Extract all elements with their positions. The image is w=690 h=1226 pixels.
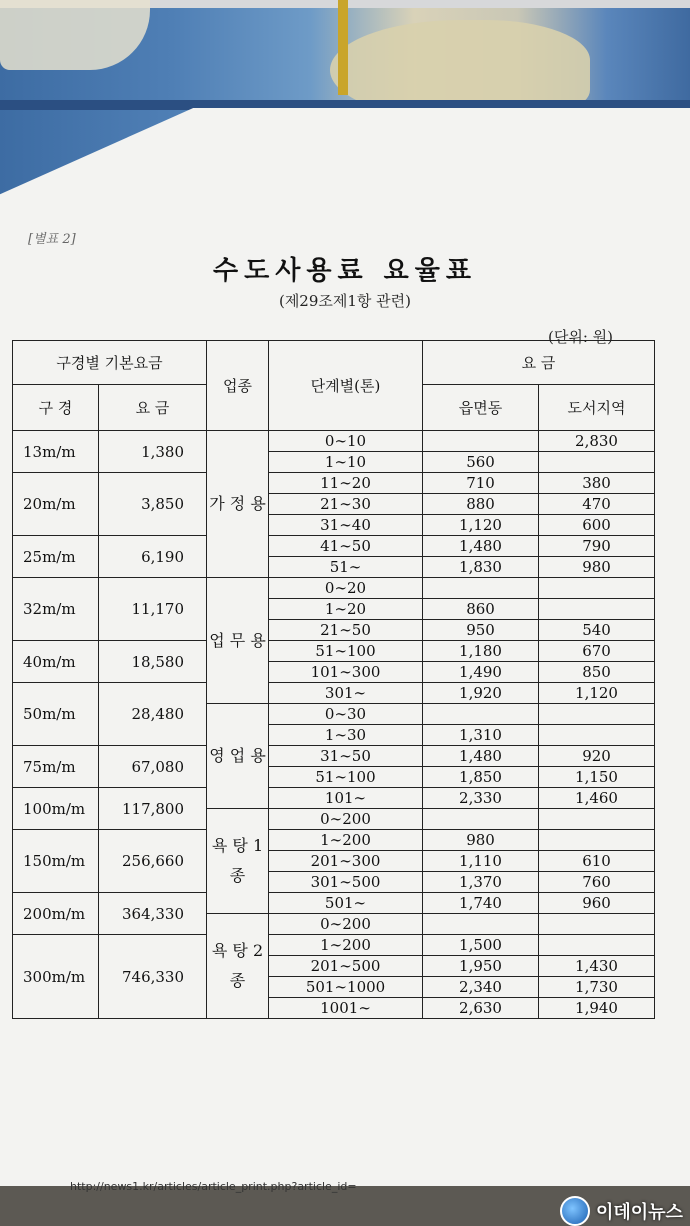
tier-cell: 51∼100 — [269, 641, 423, 662]
island-cell: 470 — [539, 494, 655, 515]
tier-cell: 501∼ — [269, 893, 423, 914]
table-row — [13, 830, 655, 851]
town-cell: 1,110 — [423, 851, 539, 872]
table-row — [13, 578, 655, 599]
town-cell: 1,500 — [423, 935, 539, 956]
fee-header: 요 금 — [99, 385, 207, 431]
yellow-binding-cord — [338, 0, 348, 95]
island-header: 도서지역 — [539, 385, 655, 431]
tier-cell: 31∼40 — [269, 515, 423, 536]
island-cell: 790 — [539, 536, 655, 557]
town-cell: 1,830 — [423, 557, 539, 578]
business-type-cell: 가 정 용 — [207, 431, 269, 578]
tier-cell: 21∼50 — [269, 620, 423, 641]
island-cell — [539, 704, 655, 725]
caliber-cell: 25m/m — [13, 536, 99, 578]
caliber-cell: 50m/m — [13, 683, 99, 746]
town-cell: 880 — [423, 494, 539, 515]
town-cell — [423, 704, 539, 725]
island-cell: 1,940 — [539, 998, 655, 1019]
rate-header: 요 금 — [423, 341, 655, 385]
tier-cell: 1∼200 — [269, 935, 423, 956]
island-cell — [539, 914, 655, 935]
town-header: 읍면동 — [423, 385, 539, 431]
business-type-cell: 영 업 용 — [207, 704, 269, 809]
tier-cell: 21∼30 — [269, 494, 423, 515]
town-cell: 1,740 — [423, 893, 539, 914]
caliber-header: 구 경 — [13, 385, 99, 431]
town-cell: 1,850 — [423, 767, 539, 788]
basic-fee-cell: 6,190 — [99, 536, 207, 578]
town-cell: 950 — [423, 620, 539, 641]
island-cell: 1,730 — [539, 977, 655, 998]
island-cell: 850 — [539, 662, 655, 683]
business-type-cell: 욕 탕 1종 — [207, 809, 269, 914]
caliber-cell: 75m/m — [13, 746, 99, 788]
globe-icon — [560, 1196, 590, 1226]
water-rate-table — [12, 340, 655, 1019]
town-cell: 1,490 — [423, 662, 539, 683]
town-cell — [423, 809, 539, 830]
island-cell: 540 — [539, 620, 655, 641]
tier-cell: 51∼100 — [269, 767, 423, 788]
table-row — [13, 788, 655, 809]
tier-cell: 0∼10 — [269, 431, 423, 452]
caliber-cell: 40m/m — [13, 641, 99, 683]
town-cell: 1,920 — [423, 683, 539, 704]
island-cell: 1,120 — [539, 683, 655, 704]
island-cell: 1,460 — [539, 788, 655, 809]
tier-cell: 1∼20 — [269, 599, 423, 620]
island-cell: 760 — [539, 872, 655, 893]
island-cell: 2,830 — [539, 431, 655, 452]
tier-cell: 101∼300 — [269, 662, 423, 683]
town-cell: 1,950 — [423, 956, 539, 977]
town-cell: 1,480 — [423, 536, 539, 557]
caliber-cell: 300m/m — [13, 935, 99, 1019]
caliber-cell: 150m/m — [13, 830, 99, 893]
tier-cell: 0∼200 — [269, 914, 423, 935]
tier-cell: 1∼200 — [269, 830, 423, 851]
tier-cell: 1∼30 — [269, 725, 423, 746]
basic-fee-cell: 3,850 — [99, 473, 207, 536]
tier-cell: 501∼1000 — [269, 977, 423, 998]
tier-cell: 0∼30 — [269, 704, 423, 725]
town-cell: 1,120 — [423, 515, 539, 536]
unit-label: (단위: 원) — [548, 328, 613, 346]
tier-cell: 301∼ — [269, 683, 423, 704]
island-cell: 980 — [539, 557, 655, 578]
town-cell: 2,330 — [423, 788, 539, 809]
tier-cell: 31∼50 — [269, 746, 423, 767]
island-cell — [539, 935, 655, 956]
town-cell: 1,370 — [423, 872, 539, 893]
island-cell: 1,150 — [539, 767, 655, 788]
basic-fee-cell: 746,330 — [99, 935, 207, 1019]
tier-cell: 301∼500 — [269, 872, 423, 893]
town-cell: 980 — [423, 830, 539, 851]
table-row — [13, 683, 655, 704]
town-cell: 2,630 — [423, 998, 539, 1019]
tier-cell: 0∼200 — [269, 809, 423, 830]
town-cell: 2,340 — [423, 977, 539, 998]
annex-label: [별표 2] — [28, 232, 76, 247]
tier-cell: 101∼ — [269, 788, 423, 809]
caliber-cell: 32m/m — [13, 578, 99, 641]
basic-fee-cell: 1,380 — [99, 431, 207, 473]
tier-cell: 201∼500 — [269, 956, 423, 977]
town-cell: 1,180 — [423, 641, 539, 662]
basic-fee-cell: 18,580 — [99, 641, 207, 683]
watermark-text: 이데이뉴스 — [596, 1202, 683, 1223]
island-cell: 1,430 — [539, 956, 655, 977]
town-cell — [423, 431, 539, 452]
basic-fee-header: 구경별 기본요금 — [13, 341, 207, 385]
caliber-cell: 200m/m — [13, 893, 99, 935]
tier-cell: 51∼ — [269, 557, 423, 578]
town-cell: 560 — [423, 452, 539, 473]
table-row — [13, 641, 655, 662]
tier-cell: 41∼50 — [269, 536, 423, 557]
basic-fee-cell: 117,800 — [99, 788, 207, 830]
footer-url: http://news1.kr/articles/article_print.php?article_id= — [70, 1180, 357, 1193]
business-type-cell: 업 무 용 — [207, 578, 269, 704]
island-cell — [539, 809, 655, 830]
town-cell: 860 — [423, 599, 539, 620]
map-landmass-left — [0, 0, 150, 70]
caliber-cell: 13m/m — [13, 431, 99, 473]
business-type-header: 업종 — [207, 341, 269, 431]
basic-fee-cell: 364,330 — [99, 893, 207, 935]
island-cell: 380 — [539, 473, 655, 494]
town-cell: 1,310 — [423, 725, 539, 746]
table-row — [13, 536, 655, 557]
tier-cell: 11∼20 — [269, 473, 423, 494]
basic-fee-cell: 11,170 — [99, 578, 207, 641]
island-cell — [539, 830, 655, 851]
town-cell: 1,480 — [423, 746, 539, 767]
island-cell: 610 — [539, 851, 655, 872]
basic-fee-cell: 256,660 — [99, 830, 207, 893]
town-cell — [423, 914, 539, 935]
island-cell — [539, 599, 655, 620]
caliber-cell: 20m/m — [13, 473, 99, 536]
tier-cell: 1∼10 — [269, 452, 423, 473]
tier-cell: 0∼20 — [269, 578, 423, 599]
table-row — [13, 431, 655, 452]
basic-fee-cell: 28,480 — [99, 683, 207, 746]
town-cell: 710 — [423, 473, 539, 494]
island-cell: 920 — [539, 746, 655, 767]
document-subtitle: (제29조제1항 관련) — [278, 292, 412, 310]
basic-fee-cell: 67,080 — [99, 746, 207, 788]
island-cell: 600 — [539, 515, 655, 536]
island-cell: 960 — [539, 893, 655, 914]
island-cell — [539, 725, 655, 746]
caliber-cell: 100m/m — [13, 788, 99, 830]
tier-cell: 201∼300 — [269, 851, 423, 872]
table-row — [13, 893, 655, 914]
document-title: 수도사용료 요율표 — [213, 256, 477, 286]
table-row — [13, 746, 655, 767]
tier-cell: 1001∼ — [269, 998, 423, 1019]
town-cell — [423, 578, 539, 599]
island-cell — [539, 452, 655, 473]
business-type-cell: 욕 탕 2종 — [207, 914, 269, 1019]
island-cell: 670 — [539, 641, 655, 662]
table-row — [13, 473, 655, 494]
table-row — [13, 935, 655, 956]
island-cell — [539, 578, 655, 599]
tier-header: 단계별(톤) — [269, 341, 423, 431]
watermark-logo — [560, 1196, 683, 1226]
